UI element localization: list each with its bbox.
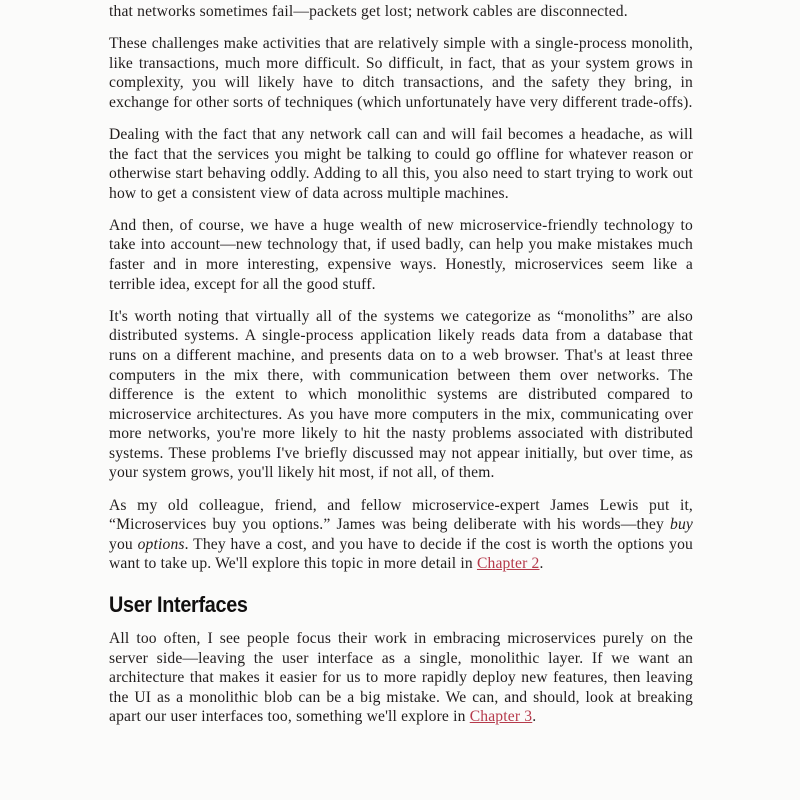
paragraph-james-lewis-trailing: . (539, 555, 544, 573)
paragraph-james-lewis (109, 496, 693, 574)
paragraph-new-technology: And then, of course, we have a huge wealth of new microservice-friendly technology to take into account—new technology that, if used badly, can help you make mistakes much faster and in more interesting, expensive ways. Honestly, microservices seem like a terrible idea, except for all the good stuff. (109, 216, 693, 293)
paragraph-monoliths-distributed: It's worth noting that virtually all of the systems we categorize as “monoliths” are also distributed systems. A single-process application likely reads data from a database that runs on a different machine, and presents data on to a web browser. That's at least three computers in the mix there, with communication between them over networks. The difference is the extent to which monolithic systems are distributed compared to microservice architectures. As you have more computers in the mix, communicating over more networks, you're more likely to hit the nasty problems associated with distributed systems. These problems I've briefly discussed may not appear initially, but over time, as your system grows, you'll likely hit most, if not all, of them. (109, 307, 693, 482)
cross-reference-chapter-2[interactable]: Chapter 2 (476, 555, 540, 573)
paragraph-continuation: that networks sometimes fail—packets get lost; network cables are disconnected. (109, 3, 628, 20)
paragraph-user-interfaces-text: All too often, I see people focus their work in embracing microservices purely on the server side—leaving the user interface as a single, monolithic layer. If we want an architecture that makes it easier for us to more rapidly deploy new features, then leaving the UI as a monolithic blob can be a big mistake. We can, and should, look at breaking apart our user interfaces too, something we'll explore in (109, 629, 693, 726)
paragraph-james-lewis-text-3: . They have a cost, and you have to decide if the cost is worth the options you want to take up. We'll explore this topic in more detail in (109, 535, 693, 573)
paragraph-james-lewis-text-1: As my old colleague, friend, and fellow microservice-expert James Lewis put it, “Microservices buy you options.” James was being deliberate with his words—they (109, 496, 693, 534)
section-heading-user-interfaces: User Interfaces (109, 591, 248, 617)
emphasis-options: options (137, 535, 185, 553)
text-column (109, 0, 693, 739)
cross-reference-chapter-3[interactable]: Chapter 3 (469, 708, 533, 726)
emphasis-buy: buy (670, 516, 693, 534)
paragraph-network-failure: Dealing with the fact that any network call can and will fail becomes a headache, as will the fact that the services you might be talking to could go offline for whatever reason or otherwise start behaving oddly. Adding to all this, you also need to start trying to work out how to get a consistent view of data across multiple machines. (109, 125, 693, 202)
paragraph-challenges: These challenges make activities that are relatively simple with a single-process monolith, like transactions, much more difficult. So difficult, in fact, that as your system grows in complexity, you will likely have to ditch transactions, and the safety they bring, in exchange for other sorts of techniques (which unfortunately have very different trade-offs). (109, 35, 693, 111)
paragraph-james-lewis-text-2: you (109, 535, 138, 553)
paragraph-user-interfaces (109, 629, 693, 727)
paragraph-user-interfaces-trailing: . (532, 708, 537, 726)
